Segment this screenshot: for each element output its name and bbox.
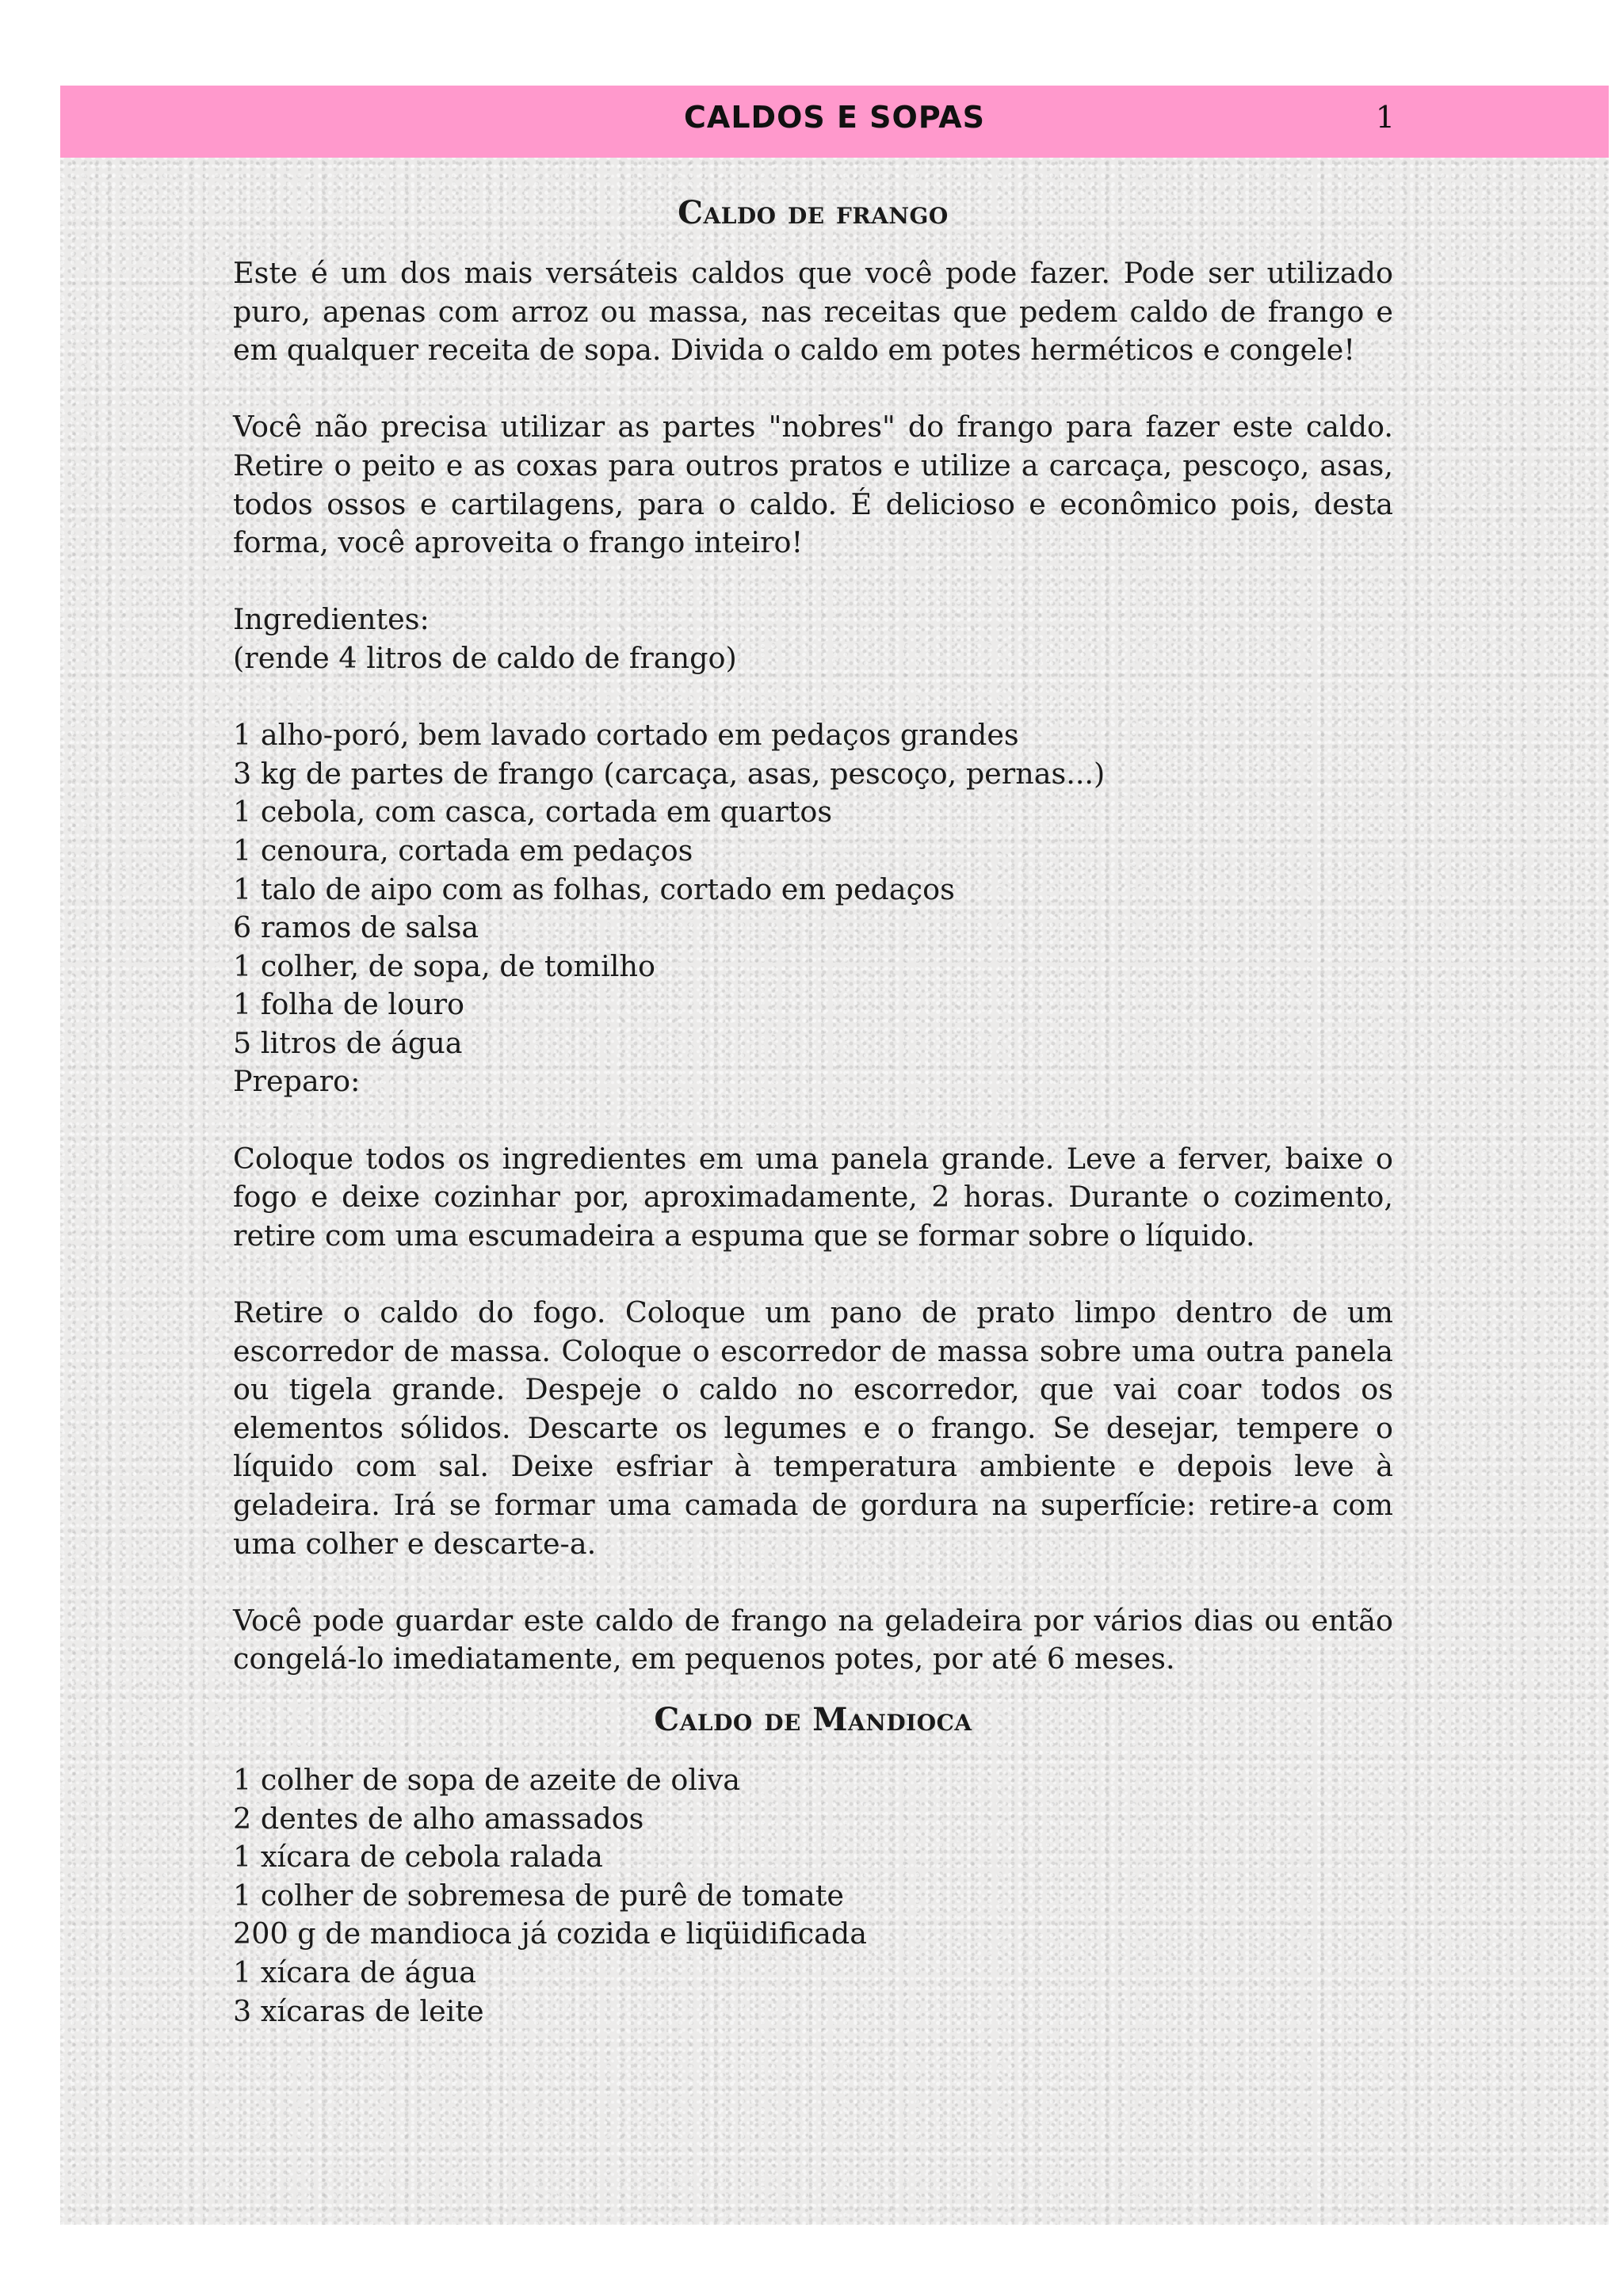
ingredients-list-mandioca (233, 1761, 1393, 2031)
list-item: 200 g de mandioca já cozida e liqüidificada (233, 1917, 868, 1951)
header-title: CALDOS E SOPAS (684, 100, 985, 135)
preparo-step-3: Você pode guardar este caldo de frango na geladeira por vários dias ou então congelá-lo imediatamente, em pequenos potes, por até 6 meses. (233, 1603, 1393, 1676)
page-number: 1 (1375, 100, 1395, 135)
list-item: 1 alho-poró, bem lavado cortado em pedaços grandes (233, 718, 1019, 753)
preparo-step-2: Retire o caldo do fogo. Coloque um pano de prato limpo dentro de um escorredor de massa. Coloque o escorredor de massa sobre uma outra panela ou tigela grande. Despeje o caldo no escorredor, que vai coar todos os elementos sólidos. Descarte os legumes e o frango. Se desejar, tempere o líquido com sal. Deixe esfriar à temperatura ambiente e depois leve à geladeira. Irá se formar uma camada de gordura na superfície: retire-a com uma colher e descarte-a. (233, 1295, 1393, 1561)
ingredients-label: Ingredientes: (233, 602, 430, 637)
list-item: 5 litros de água (233, 1025, 463, 1060)
list-item: 1 folha de louro (233, 987, 464, 1022)
ingredients-list-frango (233, 716, 1393, 1062)
section-title-caldo-de-frango: Caldo de frango (678, 194, 949, 231)
list-item: 1 colher, de sopa, de tomilho (233, 948, 655, 983)
list-item: 1 colher de sopa de azeite de oliva (233, 1762, 741, 1797)
section-title-caldo-de-mandioca: Caldo de Mandioca (654, 1700, 972, 1738)
list-item: 1 xícara de cebola ralada (233, 1840, 603, 1875)
list-item: 1 xícara de água (233, 1955, 477, 1989)
intro-paragraph-2: Você não precisa utilizar as partes "nobres" do frango para fazer este caldo. Retire o peito e as coxas para outros pratos e utilize a carcaça, pescoço, asas, todos ossos e cartilagens, para o caldo. É delicioso e econômico pois, desta forma, você aproveita o frango inteiro! (233, 410, 1393, 560)
list-item: 1 cebola, com casca, cortada em quartos (233, 795, 833, 830)
list-item: 3 xícaras de leite (233, 1993, 484, 2028)
document-body (233, 194, 1393, 2031)
preparo-label: Preparo: (233, 1064, 361, 1099)
list-item: 2 dentes de alho amassados (233, 1801, 644, 1836)
list-item: 1 talo de aipo com as folhas, cortado em pedaços (233, 871, 955, 906)
list-item: 6 ramos de salsa (233, 910, 479, 945)
list-item: 3 kg de partes de frango (carcaça, asas, pescoço, pernas...) (233, 756, 1106, 791)
yield-note: (rende 4 litros de caldo de frango) (233, 640, 737, 675)
preparo-step-1: Coloque todos os ingredientes em uma panela grande. Leve a ferver, baixe o fogo e deixe cozinhar por, aproximadamente, 2 horas. Durante o cozimento, retire com uma escumadeira a espuma que se formar sobre o líquido. (233, 1141, 1393, 1253)
list-item: 1 colher de sobremesa de purê de tomate (233, 1878, 845, 1913)
list-item: 1 cenoura, cortada em pedaços (233, 833, 693, 868)
intro-paragraph-1: Este é um dos mais versáteis caldos que você pode fazer. Pode ser utilizado puro, apenas com arroz ou massa, nas receitas que pedem caldo de frango e em qualquer receita de sopa. Divida o caldo em potes herméticos e congele! (233, 256, 1393, 368)
